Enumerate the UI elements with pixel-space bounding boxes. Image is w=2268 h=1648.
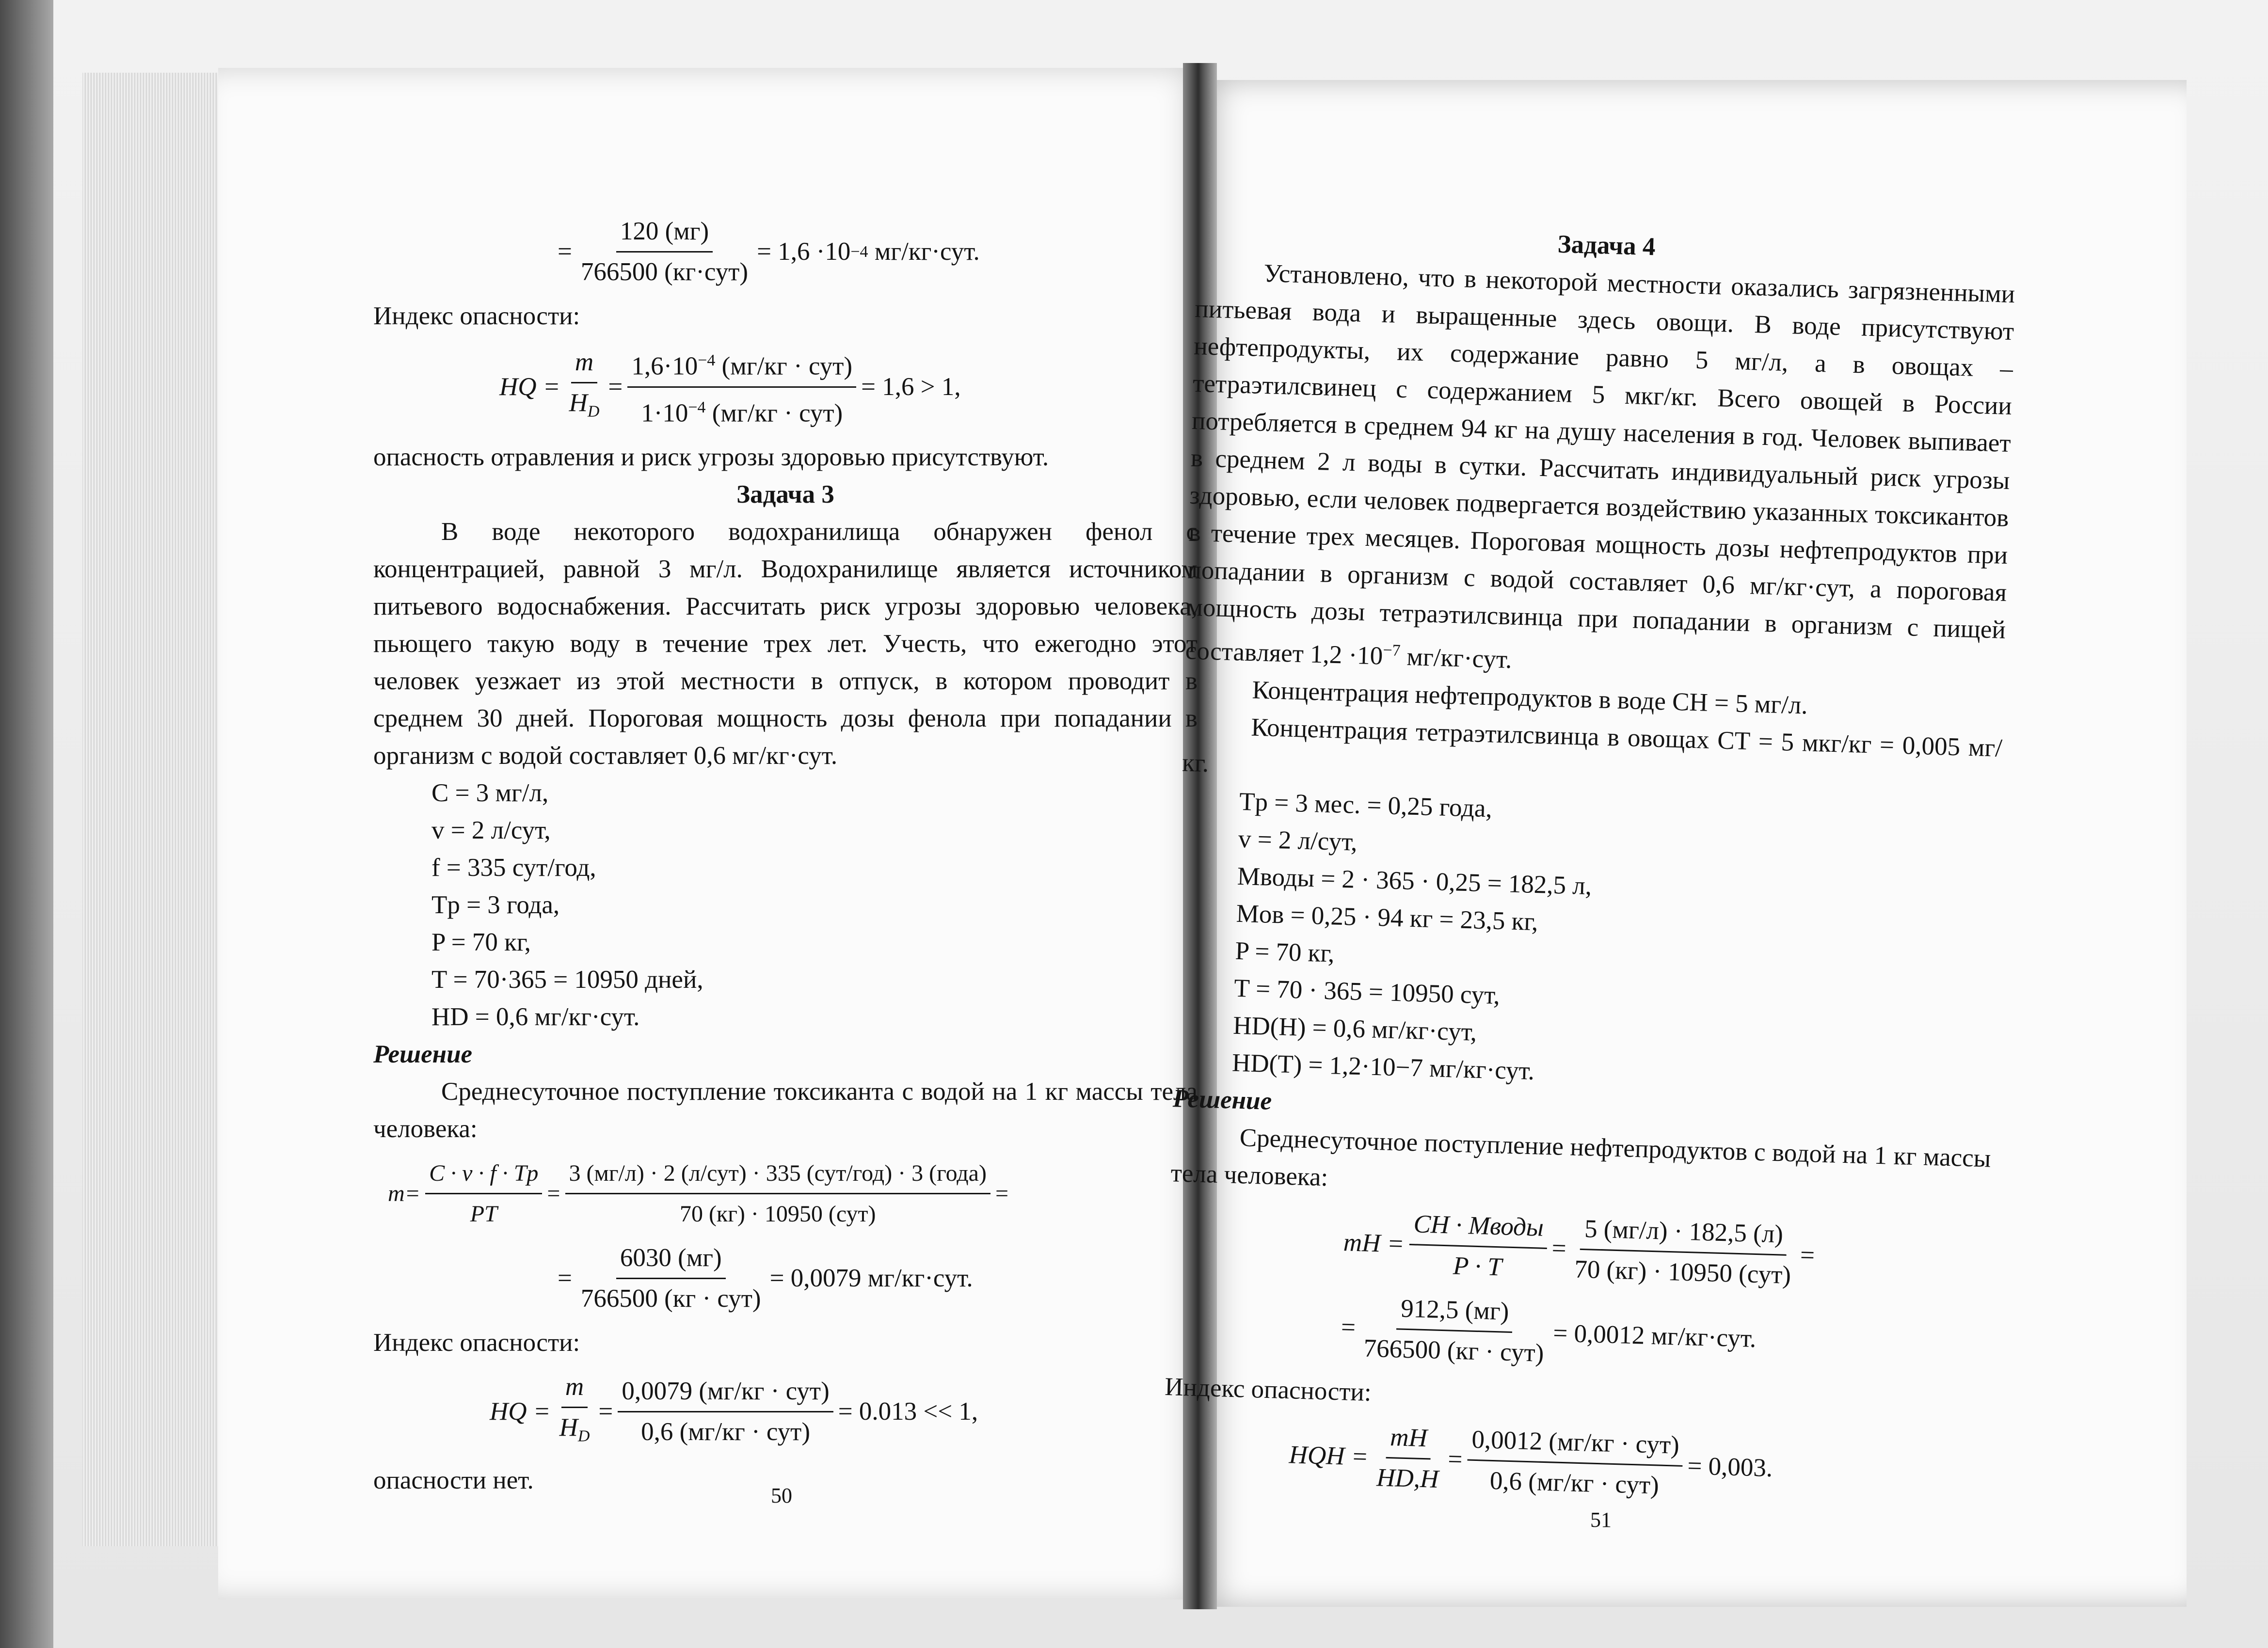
given-item: v = 2 л/сут, xyxy=(431,816,551,845)
page-number-right: 51 xyxy=(1590,1508,1612,1532)
fraction: $\frac{\text{0,0079 (мг/кг · сут)}}{\text{0,6 (мг/кг · сут)}}$ xyxy=(618,1373,833,1451)
fraction: $\frac{C \cdot v \cdot f \cdot Tр}{PT}$ xyxy=(425,1155,542,1233)
given-item: P = 70 кг, xyxy=(431,928,531,957)
given-item: T = 70·365 = 10950 дней, xyxy=(431,966,703,994)
given-item: v = 2 л/сут, xyxy=(1238,824,1358,856)
fraction: $\frac{1,6\cdot 10^{-4} (мг/кг \cdot сут)}{1\cdot 10^{-4} (мг/кг \cdot сут)}$ xyxy=(627,342,856,432)
right-page-text xyxy=(1162,216,2016,1520)
given-item: HD = 0,6 мг/кг·сут. xyxy=(431,1003,640,1031)
given-item: HD(Т) = 1,2·10−7 мг/кг·сут. xyxy=(1231,1048,1535,1085)
solution-text: Среднесуточное поступление токсиканта с водой на 1 кг массы тела человека: xyxy=(373,1078,1198,1143)
given-item: T = 70 · 365 = 10950 сут, xyxy=(1233,974,1501,1010)
index-label: Индекс опасности: xyxy=(373,302,580,330)
fraction: $\frac{6030 (мг)}{\text{766500 (кг · сут)}}$ xyxy=(577,1239,765,1317)
scanner-edge-shadow xyxy=(0,0,53,1648)
task-title: Задача 4 xyxy=(1557,230,1656,261)
page-number-left: 50 xyxy=(771,1484,792,1507)
formula-intake-result: = $\frac{6030 (мг)}{\text{766500 (кг · сут)}}$ = 0,0079 мг/кг·сут. xyxy=(558,1239,1198,1317)
formula-intake: m= $\frac{C \cdot v \cdot f \cdot Tр}{PT}$ = $\frac{\text{3 (мг/л) · 2 (л/сут) · 335 (сут/год) · 3 (года)}}{\text{70 (кг) · 10950 (сут)}}$ = xyxy=(388,1155,1198,1233)
solution-text: Среднесуточное поступление нефтепродуктов с водой на 1 кг массы тела человека: xyxy=(1170,1123,1992,1191)
index-label: Индекс опасности: xyxy=(373,1329,580,1357)
given-item: Mов = 0,25 · 94 кг = 23,5 кг, xyxy=(1236,899,1539,936)
fraction: $\frac{m}{H_D}$ xyxy=(556,1368,594,1455)
fraction: $\frac{120 (мг)}{\text{766500 (кг·сут)}}$ xyxy=(577,213,752,291)
formula-intake-result: = $\frac{912,5 (мг)}{\text{766500 (кг · сут)}}$ = 0,0012 мг/кг·сут. xyxy=(1340,1288,1987,1384)
fraction: $\frac{912,5 (мг)}{\text{766500 (кг · сут)}}$ xyxy=(1359,1289,1549,1372)
fraction: $\frac{mН}{HD,Н}$ xyxy=(1372,1418,1444,1498)
given-item: P = 70 кг, xyxy=(1234,936,1335,968)
given-item: Mводы = 2 · 365 · 0,25 = 182,5 л, xyxy=(1237,862,1592,900)
left-page-text xyxy=(373,206,1198,1499)
given-item: f = 335 сут/год, xyxy=(431,854,596,882)
given-list xyxy=(373,775,1198,1036)
hq-formula: HQН = $\frac{mН}{HD,Н}$ = $\frac{\text{0,0012 (мг/кг · сут)}}{\text{0,6 (мг/кг · сут)}}$ = 0,003. xyxy=(1288,1416,1983,1513)
formula-intake: mН = $\frac{\text{CН · Mводы}}{P \cdot T}$ = $\frac{5 (мг/л) \cdot 182,5 (л)}{\text{70 (кг) · 10950 (сут)}}$ = xyxy=(1342,1204,1989,1299)
fraction: $\frac{m}{H_D}$ xyxy=(565,344,604,430)
solution-label: Решение xyxy=(1172,1084,1272,1115)
task-title: Задача 3 xyxy=(736,480,834,509)
fraction: $\frac{\text{3 (мг/л) · 2 (л/сут) · 335 (сут/год) · 3 (года)}}{\text{70 (кг) · 10950 (сут)}}$ xyxy=(565,1155,990,1233)
given-item: HD(Н) = 0,6 мг/кг·сут, xyxy=(1232,1011,1477,1046)
given-item: Tр = 3 мес. = 0,25 года, xyxy=(1239,787,1493,823)
index-label: Индекс опасности: xyxy=(1164,1372,1372,1407)
fraction: $\frac{\text{0,0012 (мг/кг · сут)}}{\text{0,6 (мг/кг · сут)}}$ xyxy=(1466,1421,1684,1505)
page-stack-edges xyxy=(82,73,233,1546)
conclusion: опасности нет. xyxy=(373,1466,534,1494)
fraction: $\frac{\text{CН · Mводы}}{P \cdot T}$ xyxy=(1408,1205,1548,1287)
fraction: $\frac{5 (мг/л) \cdot 182,5 (л)}{\text{70 (кг) · 10950 (сут)}}$ xyxy=(1570,1210,1796,1294)
solution-label: Решение xyxy=(373,1040,473,1069)
given-item: Tр = 3 года, xyxy=(431,891,560,919)
conclusion: опасность отравления и риск угрозы здоровью присутствуют. xyxy=(373,443,1049,472)
given-item: C = 3 мг/л, xyxy=(431,779,549,808)
formula-top: = $\frac{120 (мг)}{\text{766500 (кг·сут)}}$ = 1,6 ·10 −4 мг/кг·сут. xyxy=(558,213,1198,291)
hq-formula-1: HQ = $\frac{m}{H_D}$ = $\frac{1,6\cdot 10^{-4} (мг/кг \cdot сут)}{1\cdot 10^{-4} (мг/кг \cdot сут)}$ = 1,6 > 1, xyxy=(499,342,1198,432)
concentration-vegetables: Концентрация тетраэтилсвинца в овощах CТ = 5 мкг/кг = 0,005 мг/кг. xyxy=(1182,713,2003,777)
task-text: Установлено, что в некоторой местности оказались загрязненными питьевая вода и выращенные здесь овощи. В воде присутствуют нефтепродукты, их содержание равно 5 мг/л, а в овощах – тетраэтилсвинец с содержанием 5 мкг/кг. Всего овощей в России потребляется в среднем 94 кг на душу населения в год. Человек выпивает в среднем 2 л воды в сутки. Рассчитать индивидуальный риск угрозы здоровью, если человек подвергается воздействию указанных токсикантов в течение трех месяцев. Пороговая мощность дозы нефтепродуктов при попадании в организм с водой составляет 0,6 мг/кг·сут, а пороговая мощность дозы тетраэтилсвинца при попадании в организм с пищей составляет $1,2 \cdot 10^{-7}$ мг/кг·сут. xyxy=(1185,259,2015,674)
given-list xyxy=(1173,781,2001,1103)
hq-formula-2: HQ = $\frac{m}{H_D}$ = $\frac{\text{0,0079 (мг/кг · сут)}}{\text{0,6 (мг/кг · сут)}}$ = 0.013 << 1, xyxy=(490,1368,1198,1455)
task-text: В воде некоторого водохранилища обнаружен фенол с концентрацией, равной 3 мг/л. Водохранилище является источником питьевого водоснабжения. Рассчитать риск угрозы здоровью человека, пьющего такую воду в течение трех лет. Учесть, что ежегодно этот человек уезжает из этой местности в отпуск, в котором проводит в среднем 30 дней. Пороговая мощность дозы фенола при попадании в организм с водой составляет 0,6 мг/кг·сут. xyxy=(373,518,1198,770)
concentration-water: Концентрация нефтепродуктов в воде CН = 5 мг/л. xyxy=(1251,676,1808,720)
